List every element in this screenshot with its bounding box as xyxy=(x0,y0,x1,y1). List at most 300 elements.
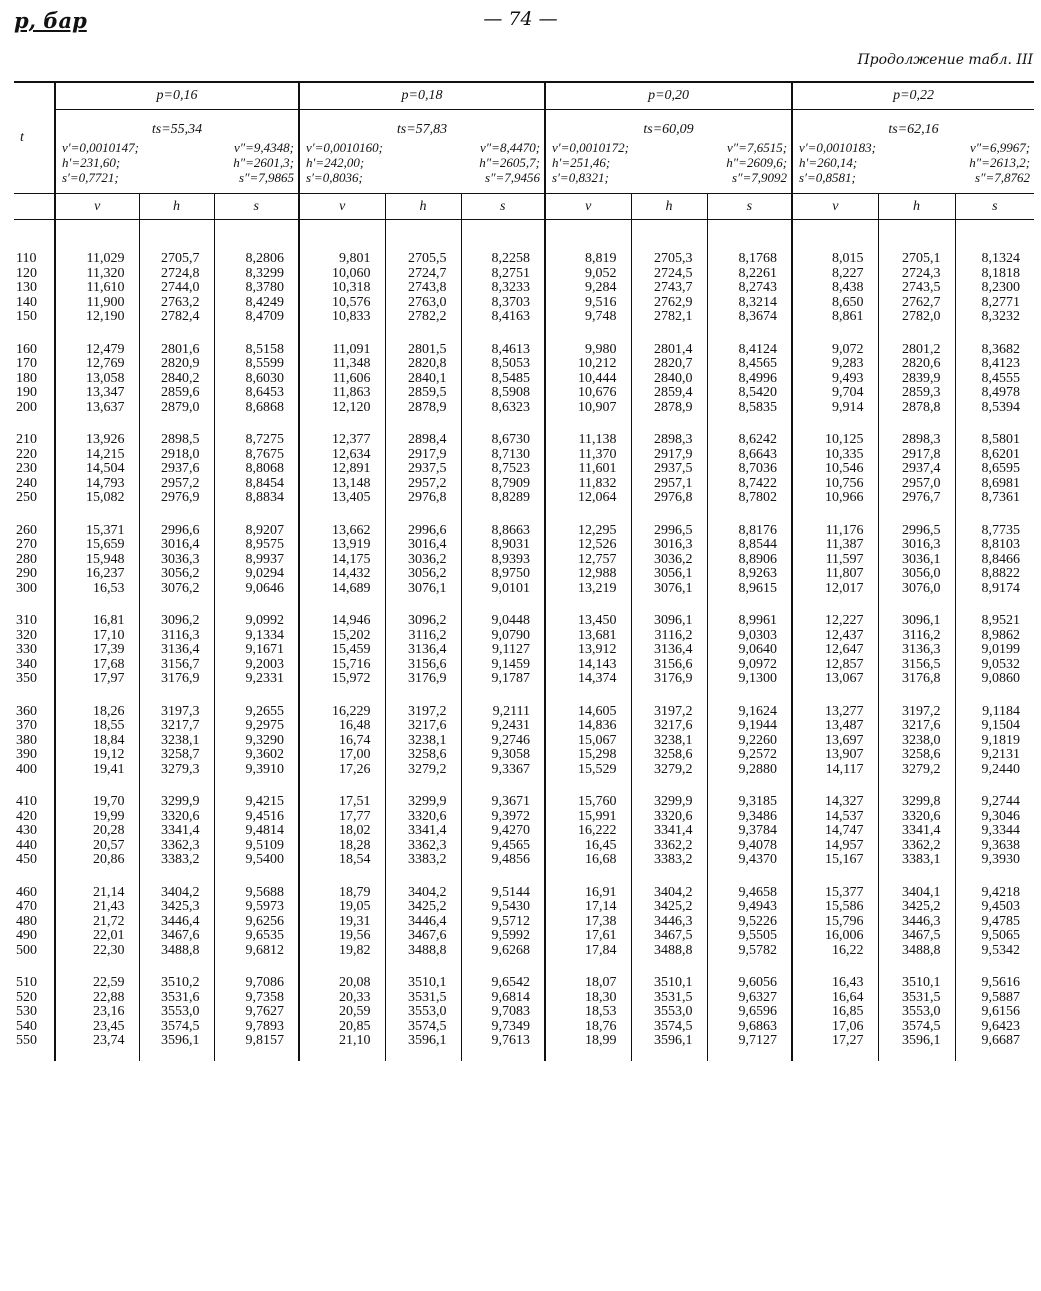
cell-value-v: 11,832 xyxy=(578,475,617,491)
cell-value-h: 3136,4 xyxy=(161,642,200,657)
cell-value-h: 3488,8 xyxy=(408,942,447,958)
cell-value-h: 2996,5 xyxy=(902,522,941,538)
cell-value-v: 10,756 xyxy=(825,475,864,491)
cell-value-v: 16,22 xyxy=(832,942,864,958)
cell-value-v: 18,99 xyxy=(585,1033,617,1048)
cell-value-v: 14,215 xyxy=(86,446,125,462)
cell-value-s: 8,9207 xyxy=(245,522,285,538)
temperature-value: 200 xyxy=(16,399,37,415)
cell-value-h: 3036,3 xyxy=(161,551,200,567)
cell-value-v: 21,10 xyxy=(339,1033,371,1048)
cell-value-v: 8,650 xyxy=(832,294,864,310)
cell-value-s: 8,9575 xyxy=(245,537,285,552)
cell-value-v: 12,190 xyxy=(86,309,125,324)
saturation-value: h″=2613,2; xyxy=(969,155,1031,170)
temperature-value: 190 xyxy=(16,385,37,400)
cell-value-h: 3488,8 xyxy=(161,942,200,958)
cell-value-s: 9,3910 xyxy=(245,761,285,777)
cell-value-h: 2879,0 xyxy=(161,399,200,415)
cell-value-s: 9,2744 xyxy=(981,794,1021,809)
temperature-value: 170 xyxy=(16,356,37,371)
saturation-value: v′=0,0010183; xyxy=(799,140,877,155)
cell-value-v: 15,067 xyxy=(578,732,617,748)
cell-value-h: 3341,4 xyxy=(902,823,941,838)
cell-value-h: 2762,9 xyxy=(654,294,693,310)
cell-value-v: 10,318 xyxy=(332,280,371,295)
cell-value-v: 22,59 xyxy=(93,975,125,990)
cell-value-s: 8,8822 xyxy=(981,566,1021,581)
saturation-value: s″=7,9456 xyxy=(485,170,541,185)
cell-value-s: 9,2440 xyxy=(981,761,1021,777)
temperature-value: 230 xyxy=(16,461,37,476)
cell-value-h: 3531,5 xyxy=(408,989,447,1005)
cell-value-h: 2976,7 xyxy=(902,490,941,505)
cell-value-h: 3510,1 xyxy=(654,975,693,990)
temperature-value: 460 xyxy=(16,884,37,900)
cell-value-h: 3016,4 xyxy=(408,537,447,552)
cell-value-h: 3136,4 xyxy=(654,642,693,657)
cell-value-h: 3197,2 xyxy=(408,703,447,719)
cell-value-h: 3217,6 xyxy=(408,718,447,733)
cell-value-h: 2917,9 xyxy=(654,446,693,462)
cell-value-h: 3596,1 xyxy=(408,1033,447,1048)
cell-value-v: 10,833 xyxy=(332,309,371,324)
cell-value-v: 14,605 xyxy=(578,703,617,719)
cell-value-h: 3531,5 xyxy=(902,989,941,1005)
temperature-value: 130 xyxy=(16,280,37,295)
cell-value-h: 2898,4 xyxy=(408,432,447,447)
cell-value-s: 9,5400 xyxy=(245,852,285,867)
temperature-value: 380 xyxy=(16,732,37,748)
temperature-value: 520 xyxy=(16,989,37,1005)
cell-value-v: 16,81 xyxy=(93,613,125,628)
unit-label: p, бар xyxy=(14,8,87,33)
cell-value-s: 9,3930 xyxy=(981,852,1021,867)
cell-value-v: 18,26 xyxy=(93,703,125,719)
cell-value-s: 8,9031 xyxy=(491,537,531,552)
temperature-value: 340 xyxy=(16,656,37,672)
cell-value-v: 13,347 xyxy=(86,385,125,400)
saturation-value: v″=9,4348; xyxy=(233,140,295,155)
cell-value-h: 3404,1 xyxy=(902,884,941,900)
cell-value-h: 2820,6 xyxy=(902,356,941,371)
cell-value-s: 8,3674 xyxy=(738,309,778,324)
cell-value-v: 14,374 xyxy=(578,671,617,686)
cell-value-s: 8,7275 xyxy=(245,432,285,447)
cell-value-s: 8,7361 xyxy=(981,490,1021,505)
cell-value-s: 8,8289 xyxy=(491,490,531,505)
cell-value-v: 17,97 xyxy=(93,671,125,686)
cell-value-s: 8,8454 xyxy=(245,475,285,491)
cell-value-h: 3383,2 xyxy=(654,852,693,867)
cell-value-v: 14,689 xyxy=(332,580,371,596)
cell-value-s: 8,5420 xyxy=(738,385,778,400)
cell-value-h: 3553,0 xyxy=(654,1004,693,1019)
cell-value-v: 17,68 xyxy=(93,656,125,672)
cell-value-v: 9,516 xyxy=(585,294,617,310)
cell-value-h: 3096,1 xyxy=(654,613,693,628)
cell-value-h: 3258,6 xyxy=(408,747,447,762)
cell-value-s: 8,2806 xyxy=(245,251,285,266)
cell-value-s: 9,0448 xyxy=(491,613,531,628)
cell-value-s: 9,3972 xyxy=(491,808,531,824)
cell-value-h: 3425,2 xyxy=(654,899,693,914)
cell-value-s: 8,4249 xyxy=(245,294,285,310)
cell-value-v: 15,972 xyxy=(332,671,371,686)
temperature-value: 420 xyxy=(16,808,37,824)
cell-value-v: 17,38 xyxy=(585,913,617,929)
cell-value-h: 2724,3 xyxy=(902,265,941,281)
cell-value-h: 3531,6 xyxy=(161,989,200,1005)
cell-value-s: 8,9937 xyxy=(245,551,285,567)
cell-value-s: 9,0972 xyxy=(738,656,778,672)
cell-value-v: 11,387 xyxy=(825,537,864,552)
cell-value-s: 8,4613 xyxy=(491,341,531,357)
saturation-value: s″=7,9865 xyxy=(239,170,295,185)
cell-value-h: 3404,2 xyxy=(654,884,693,900)
cell-value-h: 2763,0 xyxy=(408,294,447,310)
cell-value-v: 8,819 xyxy=(585,251,617,266)
cell-value-h: 3510,2 xyxy=(161,975,200,990)
cell-value-v: 12,227 xyxy=(825,613,864,628)
cell-value-s: 8,5599 xyxy=(245,356,285,371)
cell-value-v: 21,72 xyxy=(93,913,125,929)
cell-value-h: 2937,4 xyxy=(902,461,941,476)
column-header-s: s xyxy=(461,194,545,220)
saturation-value: s′=0,8581; xyxy=(799,170,856,185)
table-row-block xyxy=(14,608,1034,699)
cell-value-s: 9,5505 xyxy=(738,928,778,943)
saturation-value: s″=7,8762 xyxy=(975,170,1031,185)
cell-value-v: 11,610 xyxy=(86,280,125,295)
table-row-block xyxy=(14,880,1034,971)
temperature-value: 370 xyxy=(16,718,37,733)
cell-value-s: 9,2431 xyxy=(491,718,531,733)
cell-value-s: 9,0860 xyxy=(981,671,1021,686)
cell-value-h: 2840,1 xyxy=(408,370,447,386)
cell-value-h: 2724,5 xyxy=(654,265,693,281)
cell-value-h: 2840,2 xyxy=(161,370,200,386)
cell-value-s: 9,6268 xyxy=(491,942,531,958)
cell-value-h: 3197,2 xyxy=(902,703,941,719)
cell-value-s: 9,4078 xyxy=(738,837,778,853)
cell-value-v: 14,175 xyxy=(332,551,371,567)
cell-value-s: 9,4658 xyxy=(738,884,778,900)
cell-value-s: 9,0532 xyxy=(981,656,1021,672)
cell-value-v: 11,176 xyxy=(825,522,864,538)
cell-value-s: 8,6242 xyxy=(738,432,778,447)
cell-value-h: 3096,2 xyxy=(408,613,447,628)
cell-value-h: 3116,3 xyxy=(161,627,200,643)
cell-value-v: 22,01 xyxy=(93,928,125,943)
cell-value-s: 8,4709 xyxy=(245,309,285,324)
cell-value-h: 3076,1 xyxy=(408,580,447,596)
cell-value-v: 9,704 xyxy=(832,385,864,400)
cell-value-h: 2724,8 xyxy=(161,265,200,281)
cell-value-h: 3096,1 xyxy=(902,613,941,628)
cell-value-v: 11,370 xyxy=(578,446,617,462)
cell-value-s: 9,7893 xyxy=(245,1018,285,1034)
cell-value-v: 16,91 xyxy=(585,884,617,900)
cell-value-s: 8,3233 xyxy=(491,280,531,295)
cell-value-s: 9,4814 xyxy=(245,823,285,838)
cell-value-s: 8,7422 xyxy=(738,475,778,491)
cell-value-h: 2878,8 xyxy=(902,399,941,415)
cell-value-s: 8,9521 xyxy=(981,613,1021,628)
cell-value-v: 13,219 xyxy=(578,580,617,596)
cell-value-v: 18,30 xyxy=(585,989,617,1005)
cell-value-s: 9,0640 xyxy=(738,642,778,657)
cell-value-s: 9,5109 xyxy=(245,837,285,853)
cell-value-h: 2705,5 xyxy=(408,251,447,266)
cell-value-s: 9,6256 xyxy=(245,913,285,929)
cell-value-h: 3574,5 xyxy=(408,1018,447,1034)
cell-value-s: 9,4215 xyxy=(245,794,285,809)
cell-value-h: 2878,9 xyxy=(408,399,447,415)
cell-value-h: 2917,8 xyxy=(902,446,941,462)
cell-value-h: 3531,5 xyxy=(654,989,693,1005)
pressure-header-0: p=0,16 xyxy=(55,82,299,110)
cell-value-v: 20,59 xyxy=(339,1004,371,1019)
cell-value-v: 12,647 xyxy=(825,642,864,657)
cell-value-v: 19,41 xyxy=(93,761,125,777)
cell-value-h: 3446,4 xyxy=(161,913,200,929)
cell-value-v: 18,54 xyxy=(339,852,371,867)
cell-value-s: 8,2743 xyxy=(738,280,778,295)
cell-value-h: 2957,1 xyxy=(654,475,693,491)
cell-value-v: 14,793 xyxy=(86,475,125,491)
cell-value-v: 13,697 xyxy=(825,732,864,748)
cell-value-v: 18,28 xyxy=(339,837,371,853)
temperature-value: 250 xyxy=(16,490,37,505)
cell-value-s: 9,1819 xyxy=(981,732,1021,748)
cell-value-v: 14,957 xyxy=(825,837,864,853)
cell-value-h: 2820,9 xyxy=(161,356,200,371)
cell-value-h: 3383,1 xyxy=(902,852,941,867)
cell-value-h: 3197,2 xyxy=(654,703,693,719)
cell-value-h: 2724,7 xyxy=(408,265,447,281)
cell-value-h: 3156,5 xyxy=(902,656,941,672)
cell-value-s: 9,3344 xyxy=(981,823,1021,838)
cell-value-h: 3362,3 xyxy=(408,837,447,853)
cell-value-h: 3574,5 xyxy=(654,1018,693,1034)
temperature-value: 450 xyxy=(16,852,37,867)
cell-value-v: 19,70 xyxy=(93,794,125,809)
cell-value-h: 3383,2 xyxy=(408,852,447,867)
t-column-head-cell xyxy=(14,194,55,220)
cell-value-v: 16,68 xyxy=(585,852,617,867)
cell-value-s: 8,9615 xyxy=(738,580,778,596)
cell-value-v: 20,85 xyxy=(339,1018,371,1034)
cell-value-s: 9,6327 xyxy=(738,989,778,1005)
cell-value-s: 9,4856 xyxy=(491,852,531,867)
saturation-value: v′=0,0010160; xyxy=(306,140,383,155)
cell-value-v: 17,00 xyxy=(339,747,371,762)
cell-value-h: 2801,6 xyxy=(161,341,200,357)
cell-value-h: 3467,5 xyxy=(654,928,693,943)
cell-value-s: 9,7083 xyxy=(491,1004,531,1019)
cell-value-s: 9,4270 xyxy=(491,823,531,838)
cell-value-s: 8,2771 xyxy=(981,294,1021,310)
cell-value-h: 3425,3 xyxy=(161,899,200,914)
cell-value-s: 9,0303 xyxy=(738,627,778,643)
cell-value-v: 9,072 xyxy=(832,341,864,357)
cell-value-v: 9,493 xyxy=(832,370,864,386)
cell-value-s: 8,5053 xyxy=(491,356,531,371)
temperature-value: 530 xyxy=(16,1004,37,1019)
table-row-block xyxy=(14,518,1034,609)
saturation-value: h′=242,00; xyxy=(306,155,365,170)
cell-value-s: 9,5430 xyxy=(491,899,531,914)
cell-value-s: 9,1504 xyxy=(981,718,1021,733)
cell-value-s: 9,6812 xyxy=(245,942,285,958)
cell-value-h: 2878,9 xyxy=(654,399,693,415)
table-row-block xyxy=(14,337,1034,428)
cell-value-h: 3217,6 xyxy=(654,718,693,733)
cell-value-s: 8,4978 xyxy=(981,385,1021,400)
pressure-header-1: p=0,18 xyxy=(299,82,545,110)
cell-value-h: 2782,4 xyxy=(161,309,200,324)
saturation-temp-1: ts=57,83 xyxy=(299,110,545,139)
cell-value-s: 8,7523 xyxy=(491,461,531,476)
cell-value-h: 2957,0 xyxy=(902,475,941,491)
saturation-value: h′=251,46; xyxy=(552,155,611,170)
cell-value-s: 9,5616 xyxy=(981,975,1021,990)
cell-value-h: 3320,6 xyxy=(408,808,447,824)
cell-value-s: 8,6453 xyxy=(245,385,285,400)
cell-value-h: 3299,9 xyxy=(654,794,693,809)
cell-value-v: 10,966 xyxy=(825,490,864,505)
cell-value-s: 8,6201 xyxy=(981,446,1021,462)
cell-value-s: 8,3232 xyxy=(981,309,1021,324)
temperature-value: 300 xyxy=(16,580,37,596)
cell-value-v: 23,45 xyxy=(93,1018,125,1034)
saturation-value: v′=0,0010147; xyxy=(62,140,139,155)
cell-value-s: 9,2880 xyxy=(738,761,778,777)
cell-value-s: 8,7802 xyxy=(738,490,778,505)
cell-value-v: 15,298 xyxy=(578,747,617,762)
pressure-header-2: p=0,20 xyxy=(545,82,792,110)
temperature-value: 510 xyxy=(16,975,37,990)
cell-value-v: 8,015 xyxy=(832,251,864,266)
cell-value-h: 3383,2 xyxy=(161,852,200,867)
cell-value-v: 15,459 xyxy=(332,642,371,657)
cell-value-v: 18,79 xyxy=(339,884,371,900)
saturation-value: h′=231,60; xyxy=(62,155,121,170)
cell-value-s: 8,8544 xyxy=(738,537,778,552)
temperature-value: 140 xyxy=(16,294,37,310)
cell-value-s: 8,6643 xyxy=(738,446,778,462)
cell-value-s: 9,3671 xyxy=(491,794,531,809)
table-row-block xyxy=(14,970,1034,1061)
cell-value-v: 10,546 xyxy=(825,461,864,476)
cell-value-h: 3116,2 xyxy=(408,627,447,643)
cell-value-h: 3258,6 xyxy=(654,747,693,762)
saturation-value: v″=6,9967; xyxy=(970,140,1031,155)
temperature-value: 320 xyxy=(16,627,37,643)
cell-value-v: 22,30 xyxy=(93,942,125,958)
cell-value-s: 8,1324 xyxy=(981,251,1021,266)
cell-value-v: 13,662 xyxy=(332,522,371,538)
cell-value-v: 15,586 xyxy=(825,899,864,914)
t-header: t xyxy=(14,82,55,194)
cell-value-v: 10,907 xyxy=(578,399,617,415)
cell-value-v: 16,48 xyxy=(339,718,371,733)
cell-value-s: 9,7349 xyxy=(491,1018,531,1034)
temperature-value: 270 xyxy=(16,537,37,552)
cell-value-v: 12,479 xyxy=(86,341,125,357)
cell-value-v: 22,88 xyxy=(93,989,125,1005)
cell-value-v: 17,61 xyxy=(585,928,617,943)
cell-value-s: 9,4370 xyxy=(738,852,778,867)
cell-value-v: 10,212 xyxy=(578,356,617,371)
cell-value-h: 2705,1 xyxy=(902,251,941,266)
cell-value-s: 8,9750 xyxy=(491,566,531,581)
cell-value-v: 16,229 xyxy=(332,703,371,719)
cell-value-v: 8,438 xyxy=(832,280,864,295)
cell-value-s: 8,3299 xyxy=(245,265,285,281)
cell-value-v: 23,74 xyxy=(93,1033,125,1048)
cell-value-h: 3258,7 xyxy=(161,747,200,762)
cell-value-h: 3404,2 xyxy=(161,884,200,900)
cell-value-h: 3467,6 xyxy=(161,928,200,943)
saturation-value: v′=0,0010172; xyxy=(552,140,629,155)
cell-value-s: 8,4996 xyxy=(738,370,778,386)
cell-value-s: 8,3703 xyxy=(491,294,531,310)
cell-value-h: 3116,2 xyxy=(902,627,941,643)
cell-value-s: 8,5801 xyxy=(981,432,1021,447)
cell-value-s: 9,3784 xyxy=(738,823,778,838)
cell-value-h: 3176,9 xyxy=(161,671,200,686)
cell-value-s: 9,1300 xyxy=(738,671,778,686)
cell-value-v: 11,807 xyxy=(825,566,864,581)
cell-value-h: 2898,3 xyxy=(902,432,941,447)
cell-value-s: 8,4163 xyxy=(491,309,531,324)
table-row-block xyxy=(14,427,1034,518)
cell-value-v: 11,348 xyxy=(332,356,371,371)
cell-value-s: 9,3058 xyxy=(491,747,531,762)
cell-value-v: 17,51 xyxy=(339,794,371,809)
cell-value-s: 9,0646 xyxy=(245,580,285,596)
cell-value-s: 8,4565 xyxy=(738,356,778,371)
cell-value-h: 3238,1 xyxy=(161,732,200,748)
cell-value-s: 9,1624 xyxy=(738,703,778,719)
cell-value-s: 9,5688 xyxy=(245,884,285,900)
cell-value-s: 9,5887 xyxy=(981,989,1021,1005)
cell-value-v: 17,06 xyxy=(832,1018,864,1034)
cell-value-s: 9,7613 xyxy=(491,1033,531,1048)
saturation-properties-3 xyxy=(792,138,1034,194)
cell-value-v: 9,052 xyxy=(585,265,617,281)
saturation-value: s″=7,9092 xyxy=(732,170,788,185)
temperature-value: 240 xyxy=(16,475,37,491)
cell-value-s: 8,1768 xyxy=(738,251,778,266)
cell-value-h: 3341,4 xyxy=(408,823,447,838)
cell-value-h: 3467,6 xyxy=(408,928,447,943)
table-row-block xyxy=(14,789,1034,880)
cell-value-h: 3425,2 xyxy=(902,899,941,914)
cell-value-s: 8,6730 xyxy=(491,432,531,447)
cell-value-s: 9,0294 xyxy=(245,566,285,581)
cell-value-s: 8,3780 xyxy=(245,280,285,295)
cell-value-s: 9,3185 xyxy=(738,794,778,809)
cell-value-s: 9,5712 xyxy=(491,913,531,929)
cell-value-s: 9,6056 xyxy=(738,975,778,990)
cell-value-s: 9,2746 xyxy=(491,732,531,748)
cell-value-v: 16,85 xyxy=(832,1004,864,1019)
cell-value-h: 3574,5 xyxy=(902,1018,941,1034)
cell-value-h: 3096,2 xyxy=(161,613,200,628)
